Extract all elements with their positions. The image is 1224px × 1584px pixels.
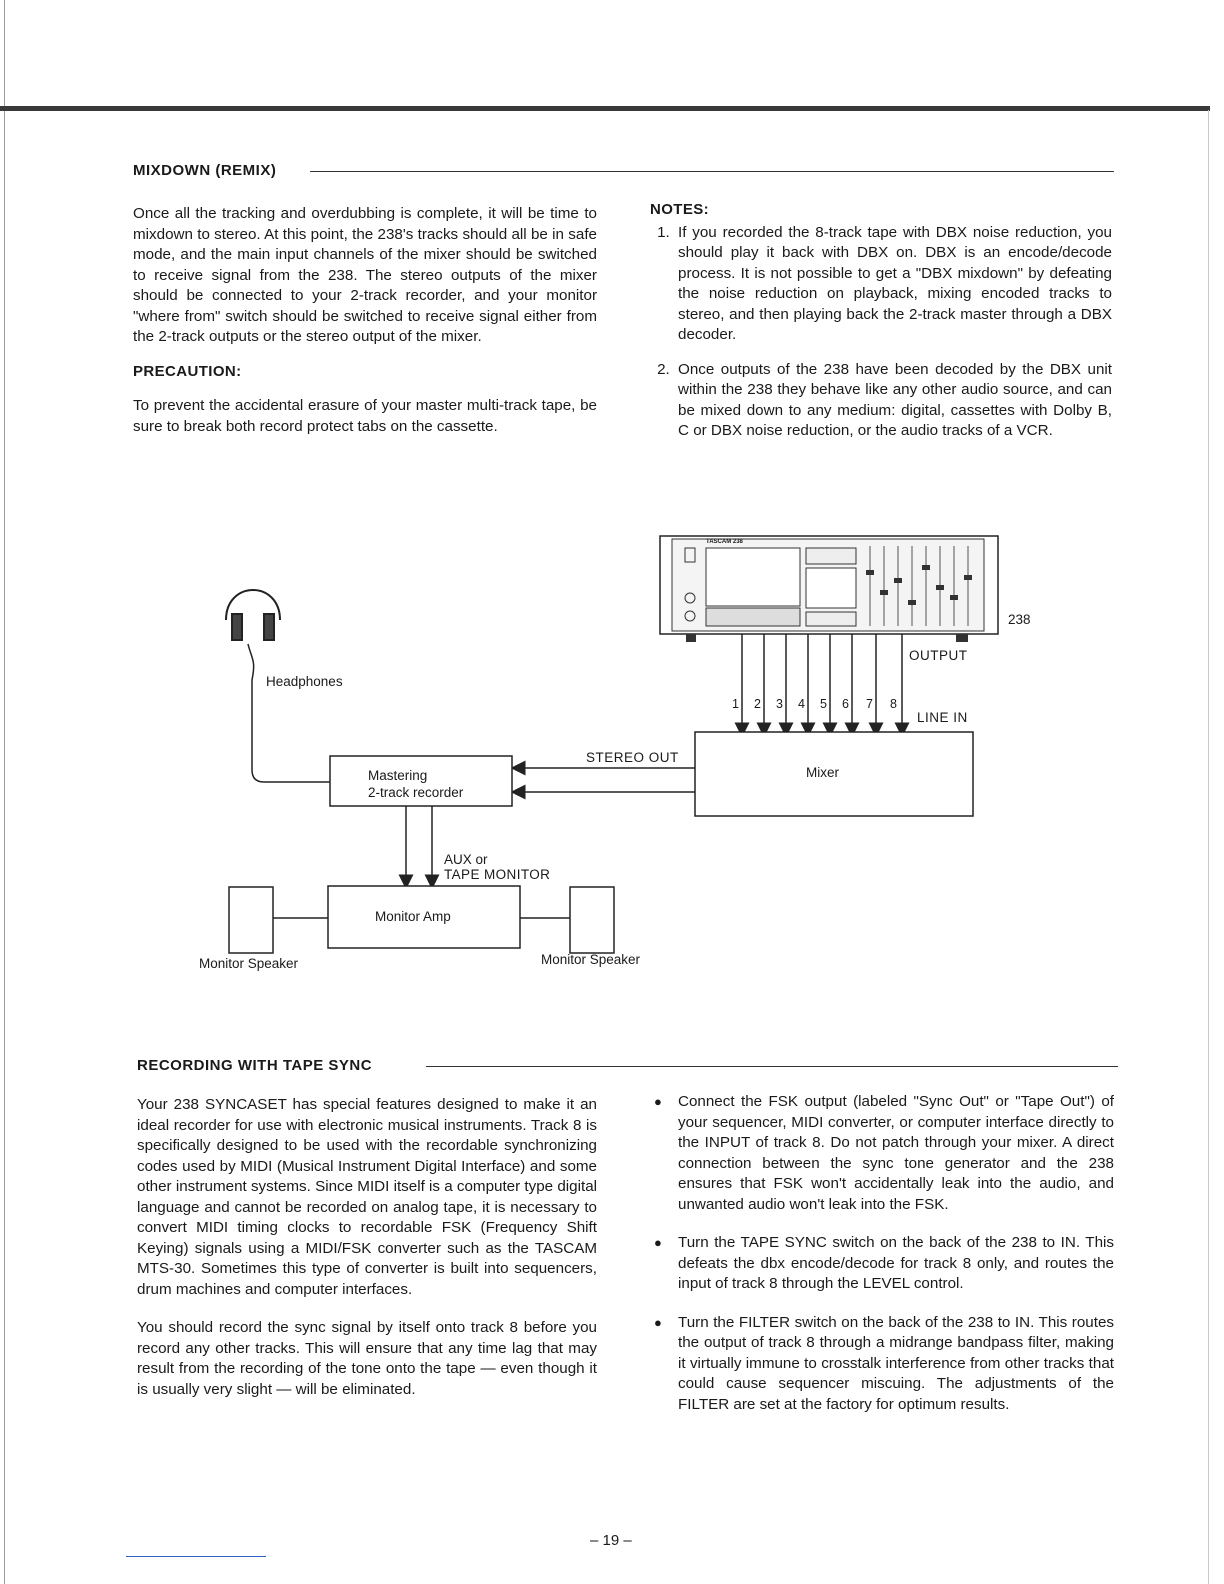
headphones-label: Headphones — [266, 674, 343, 689]
mixdown-heading: MIXDOWN (REMIX) — [133, 162, 277, 179]
tape-sync-heading: RECORDING WITH TAPE SYNC — [137, 1057, 373, 1074]
note-item: 1. If you recorded the 8-track tape with DBX noise reduction, you should play it back with DBX on. DBX is an encode/decode process. It is not possible to get a "DBX mixdown" by defeating the noise reduction on playback, mixing encoded tracks to stereo, and then playing back the 2-track master through a DBX decoder. — [674, 223, 1112, 346]
notes-heading: NOTES: — [650, 201, 710, 218]
speaker-right-icon — [570, 887, 614, 953]
bullet-item: ● Connect the FSK output (labeled "Sync Out" or "Tape Out") of your sequencer, MIDI converter, or computer interface directly to the INPUT of track 8. Do not patch through your mixer. A direct connection between the sync tone generator and the 238 ensures that FSK won't accidentally leak into the audio, and unwanted audio won't leak into the FSK. — [678, 1092, 1114, 1215]
precaution-heading: PRECAUTION: — [133, 362, 242, 380]
output-label: OUTPUT — [909, 648, 968, 663]
tape-sync-right-column — [652, 1092, 1114, 1433]
track-number: 1 — [732, 697, 739, 711]
tape-sync-left-column — [137, 1095, 597, 1414]
tape-sync-bullets — [652, 1092, 1114, 1415]
aux-label-line1: AUX or — [444, 852, 488, 867]
unit-label: 238 — [1008, 612, 1031, 627]
tape-sync-heading-rule — [426, 1066, 1118, 1067]
track-number: 8 — [890, 697, 897, 711]
tape-sync-paragraph: You should record the sync signal by itself onto track 8 before you record any other tracks. This will ensure that any time lag that may result from the recording of the tone onto the tape — even though it is usually very slight — will be eliminated. — [137, 1319, 597, 1398]
speaker-right-label: Monitor Speaker — [541, 952, 641, 967]
footer-rule — [126, 1556, 266, 1557]
aux-label-line2: TAPE MONITOR — [444, 867, 551, 882]
tape-sync-paragraph: Your 238 SYNCASET has special features designed to make it an ideal recorder for use with electronic musical instruments. Track 8 is specifically designed to be used with the recordable synchronizing codes used by MIDI (Musical Instrument Digital Interface) and some other instrument systems. Since MIDI itself is a computer type digital language and cannot be recorded on analog tape, it is necessary to convert MIDI timing clocks to recordable FSK (Frequency Shift Keying) signals using a MIDI/FSK converter such as the TASCAM MTS-30. Sometimes this type of converter is built into sequencers, drum machines and computer interfaces. — [137, 1096, 598, 1298]
track-number: 6 — [842, 697, 849, 711]
bullet-item: ● Turn the FILTER switch on the back of the 238 to IN. This routes the output of track 8 through a midrange bandpass filter, making it virtually immune to crosstalk interference from other tracks that could cause sequencer miscuing. The adjustments of the FILTER are set at the factory for optimum results. — [678, 1313, 1114, 1416]
bullet-item: ● Turn the TAPE SYNC switch on the back of the 238 to IN. This defeats the dbx encode/decode for track 8 only, and routes the input of track 8 through the LEVEL control. — [678, 1233, 1114, 1295]
speaker-left-label: Monitor Speaker — [199, 956, 299, 971]
tascam-238-unit — [660, 536, 998, 642]
note-item: 2. Once outputs of the 238 have been decoded by the DBX unit within the 238 they behave like any other audio source, and can be mixed down to any medium: digital, cassettes with Dolby B, C or DBX noise reduction, or the audio tracks of a VCR. — [674, 360, 1112, 442]
track-number: 4 — [798, 697, 805, 711]
track-number: 7 — [866, 697, 873, 711]
page-number: – 19 – — [590, 1532, 632, 1549]
stereo-out-label: STEREO OUT — [586, 750, 679, 765]
track-number: 5 — [820, 697, 827, 711]
mixer-label: Mixer — [806, 765, 839, 780]
precaution-text: To prevent the accidental erasure of your master multi-track tape, be sure to break both record protect tabs on the cassette. — [133, 397, 597, 435]
mixdown-paragraph: Once all the tracking and overdubbing is complete, it will be time to mixdown to stereo. At this point, the 238's tracks should all be in safe mode, and the main input channels of the mixer should be switched to receive signal from the 238. The stereo outputs of the mixer should be connected to your 2-track recorder, and your monitor "where from" switch should be switched to receive signal either from the 2-track outputs or the stereo output of the mixer. — [133, 205, 597, 345]
track-number: 3 — [776, 697, 783, 711]
unit-brand: TASCAM 238 — [706, 539, 743, 545]
track-number: 2 — [754, 697, 761, 711]
recorder-label-line1: Mastering — [368, 768, 428, 783]
speaker-left-icon — [229, 887, 273, 953]
line-in-label: LINE IN — [917, 710, 968, 725]
recorder-label-line2: 2-track recorder — [368, 785, 464, 800]
monitor-amp-label: Monitor Amp — [375, 909, 451, 924]
